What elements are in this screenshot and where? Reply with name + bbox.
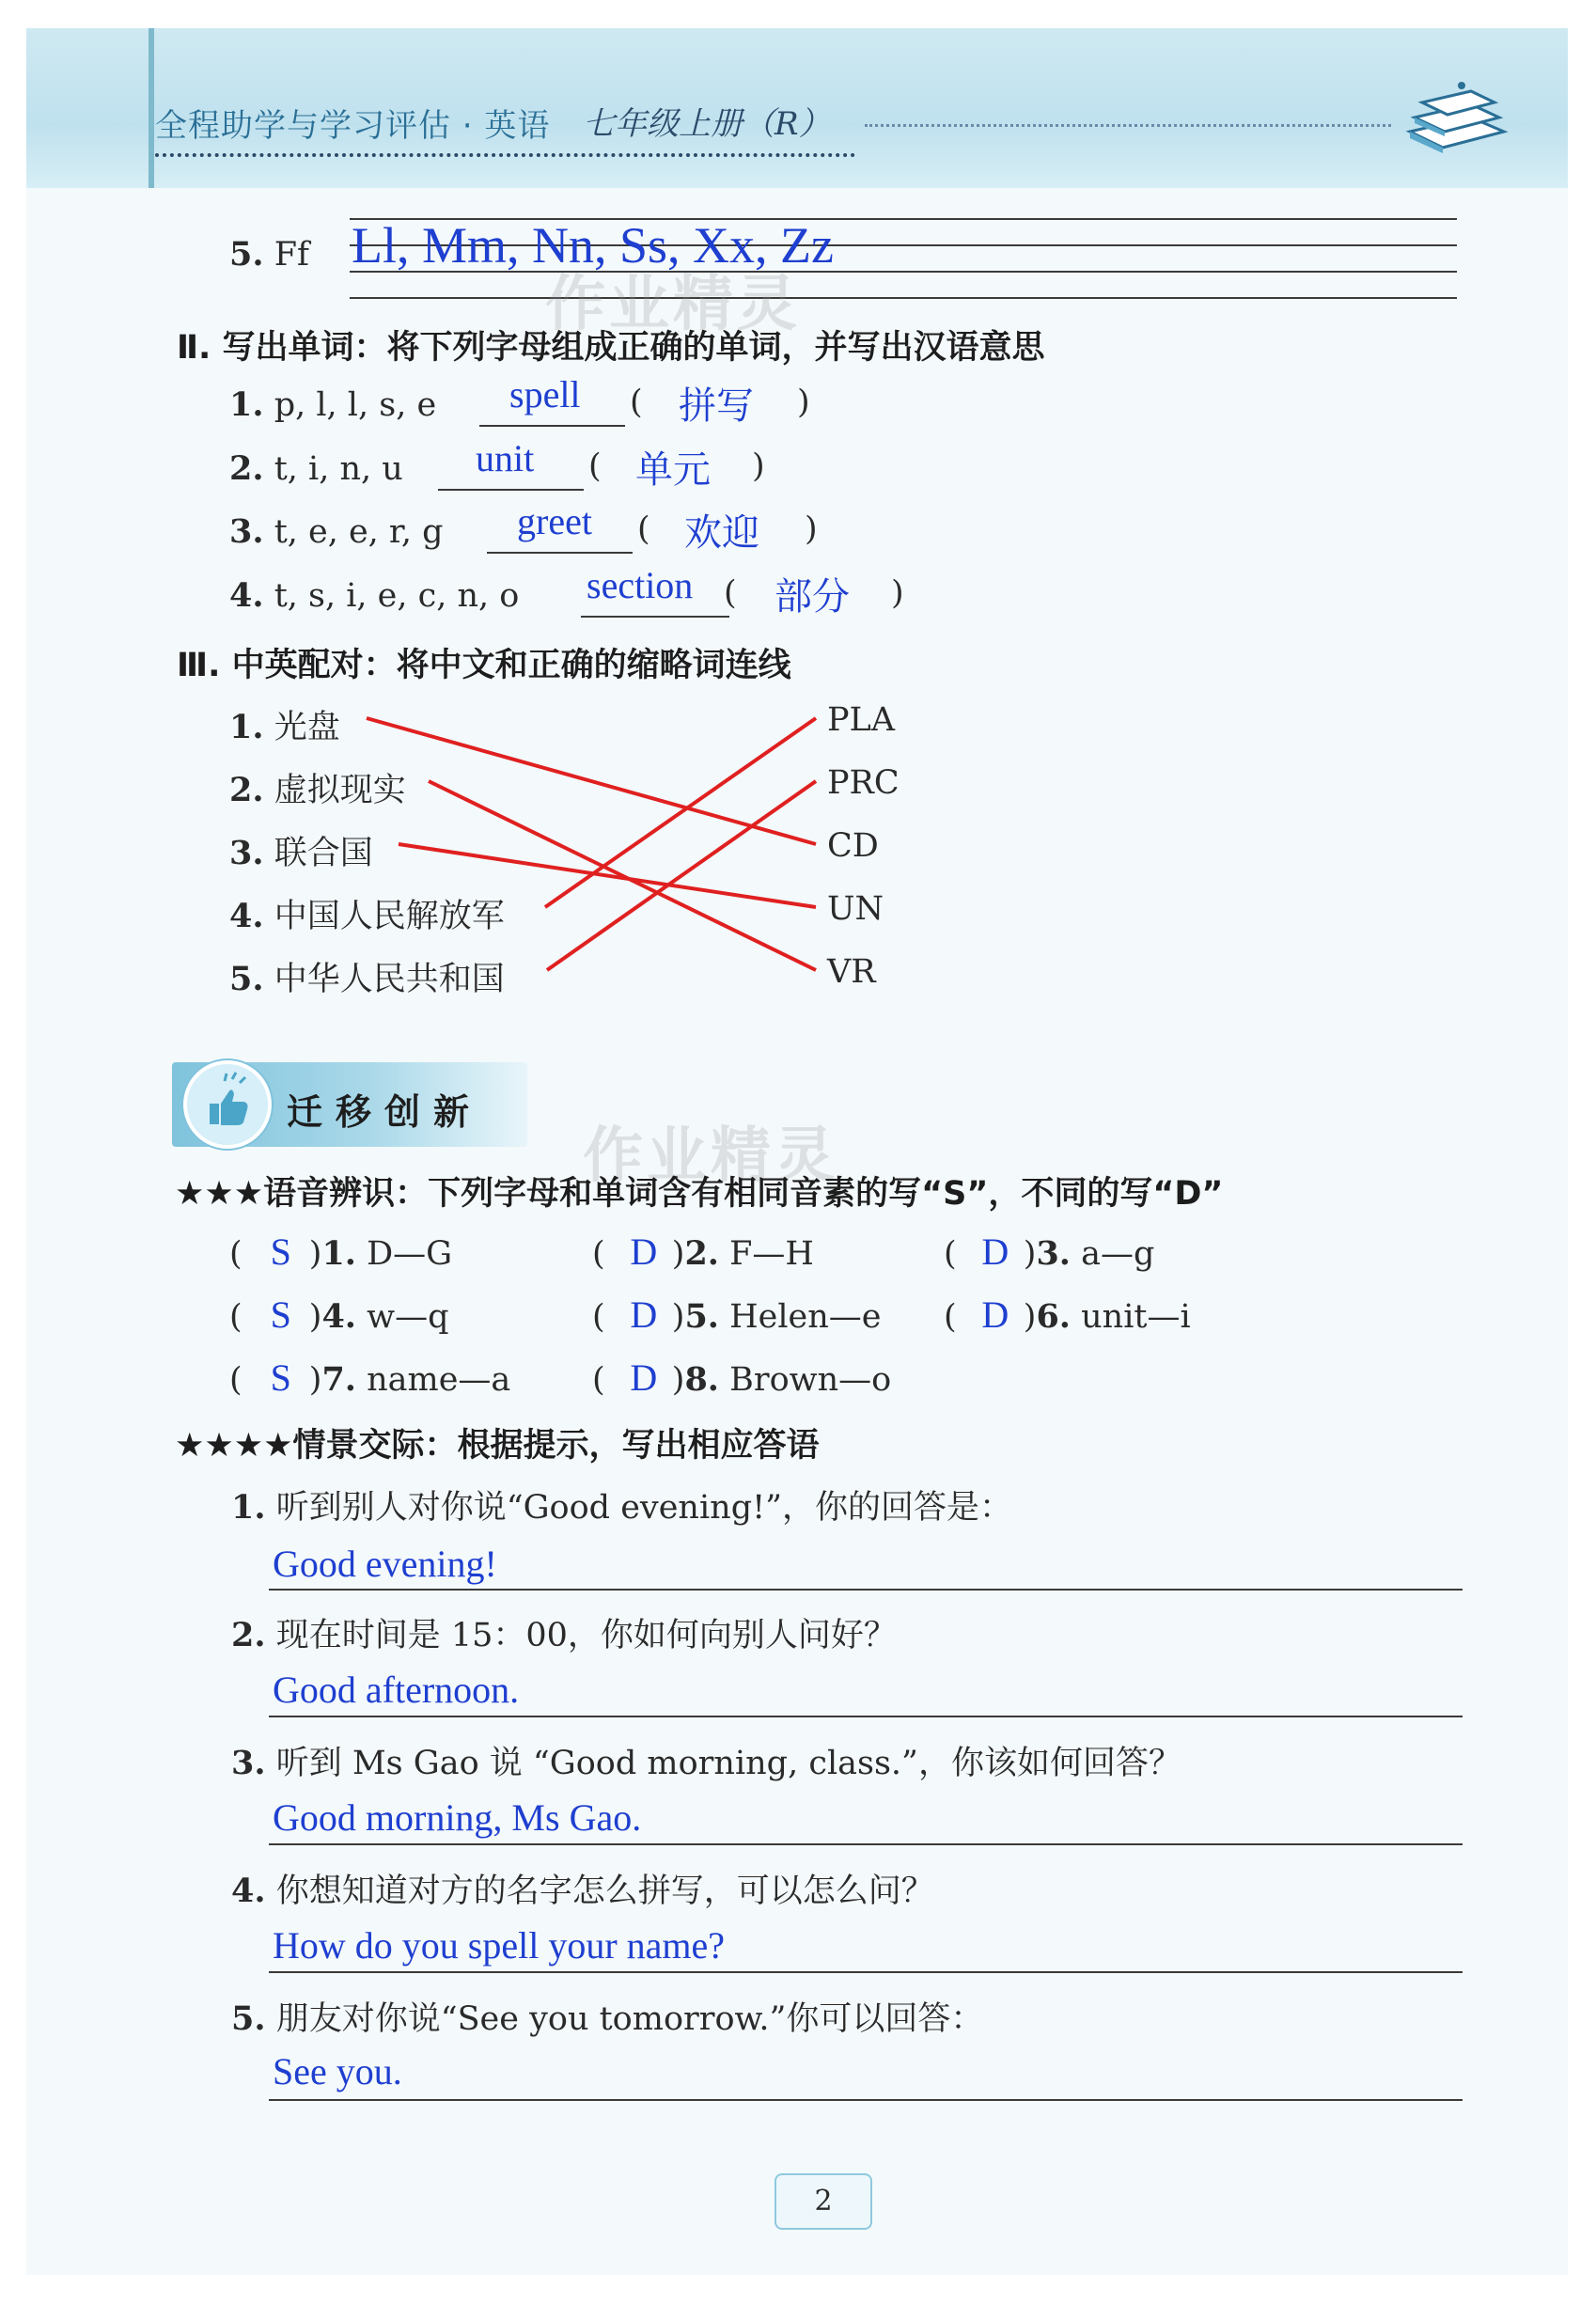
paren-open: ( — [630, 384, 643, 421]
handwritten-answer: Ll, Mm, Nn, Ss, Xx, Zz — [352, 217, 834, 274]
match-line — [399, 844, 816, 907]
section-heading: Ⅱ. 写出单词：将下列字母组成正确的单词，并写出汉语意思 — [177, 329, 1045, 367]
match-left-item: 2. 虚拟现实 — [229, 771, 406, 809]
dialogue-prompt: 4. 你想知道对方的名字怎么拼写，可以怎么问？ — [231, 1872, 934, 1910]
banner-title: 迁移创新 — [287, 1091, 483, 1133]
sound-item: ( S )7. name—a — [229, 1356, 511, 1399]
section-heading: ★★★语音辨识：下列字母和单词含有相同音素的写“S”，不同的写“D” — [175, 1175, 1224, 1213]
watermark: 作业精灵 — [545, 270, 801, 339]
answer-line — [269, 1589, 1463, 1591]
item-letters: 3. t, e, e, r, g — [229, 512, 444, 551]
item-num: 5. Ff — [229, 235, 309, 274]
sound-item: ( S )1. D—G — [229, 1230, 453, 1273]
match-left-item: 4. 中国人民解放军 — [229, 897, 505, 935]
match-line — [367, 718, 816, 844]
answer-word: unit — [476, 437, 535, 479]
answer-word: spell — [509, 373, 581, 415]
paren-close: ) — [805, 510, 818, 548]
matching-lines — [0, 0, 1596, 1034]
dialogue-answer: Good evening! — [273, 1543, 497, 1585]
watermark: 作业精灵 — [583, 1121, 838, 1191]
thumbs-up-icon — [183, 1060, 272, 1149]
sound-item: ( D )3. a—g — [944, 1230, 1155, 1273]
answer-line — [269, 1716, 1463, 1717]
answer-line — [269, 1843, 1463, 1845]
dialogue-answer: Good morning, Ms Gao. — [273, 1796, 642, 1839]
sound-item: ( D )5. Helen—e — [592, 1293, 882, 1336]
sound-item: ( D )8. Brown—o — [592, 1356, 892, 1399]
dialogue-prompt: 3. 听到 Ms Gao 说 “Good morning, class.”，你该如何回答？ — [231, 1744, 1181, 1782]
dialogue-prompt: 5. 朋友对你说“See you tomorrow.”你可以回答： — [231, 1999, 984, 2038]
dialogue-answer: Good afternoon. — [273, 1669, 520, 1711]
paren-open: ( — [724, 574, 737, 612]
match-right-item: UN — [827, 890, 884, 928]
page-number: 2 — [775, 2173, 872, 2230]
paren-open: ( — [588, 447, 602, 485]
answer-meaning: 部分 — [775, 575, 850, 619]
dialogue-answer: How do you spell your name? — [273, 1924, 726, 1967]
header-grade: 七年级上册（R） — [583, 105, 831, 143]
answer-line — [269, 2099, 1463, 2101]
paren-close: ) — [797, 384, 810, 421]
section-heading: Ⅲ. 中英配对：将中文和正确的缩略词连线 — [177, 647, 791, 684]
item-letters: 2. t, i, n, u — [229, 449, 403, 488]
dialogue-prompt: 2. 现在时间是 15：00，你如何向别人问好？ — [231, 1616, 897, 1654]
dialogue-prompt: 1. 听到别人对你说“Good evening!”，你的回答是： — [231, 1488, 1013, 1527]
answer-meaning: 欢迎 — [684, 511, 759, 555]
sound-item: ( D )6. unit—i — [944, 1293, 1191, 1336]
match-left-item: 1. 光盘 — [229, 708, 340, 746]
answer-meaning: 拼写 — [679, 384, 754, 428]
item-letters: 4. t, s, i, e, c, n, o — [229, 576, 520, 615]
match-line — [429, 781, 816, 970]
match-line — [545, 718, 816, 907]
match-right-item: CD — [827, 827, 879, 865]
answer-word: section — [587, 564, 694, 606]
sound-item: ( S )4. w—q — [229, 1293, 449, 1336]
paren-close: ) — [891, 574, 904, 612]
match-left-item: 3. 联合国 — [229, 834, 373, 872]
match-right-item: PLA — [827, 701, 896, 739]
dialogue-answer: See you. — [273, 2050, 402, 2092]
answer-line — [269, 1971, 1463, 1973]
item-letters: 1. p, l, l, s, e — [229, 385, 437, 424]
match-right-item: VR — [827, 953, 876, 991]
paren-open: ( — [637, 510, 650, 548]
section-heading: ★★★★情景交际：根据提示，写出相应答语 — [175, 1427, 820, 1465]
sound-item: ( D )2. F—H — [592, 1230, 814, 1273]
match-right-item: PRC — [827, 764, 900, 802]
answer-word: greet — [517, 500, 592, 542]
paren-close: ) — [752, 447, 765, 485]
header-title: 全程助学与学习评估 · 英语 — [155, 107, 551, 145]
match-left-item: 5. 中华人民共和国 — [229, 960, 505, 998]
answer-meaning: 单元 — [635, 448, 711, 492]
